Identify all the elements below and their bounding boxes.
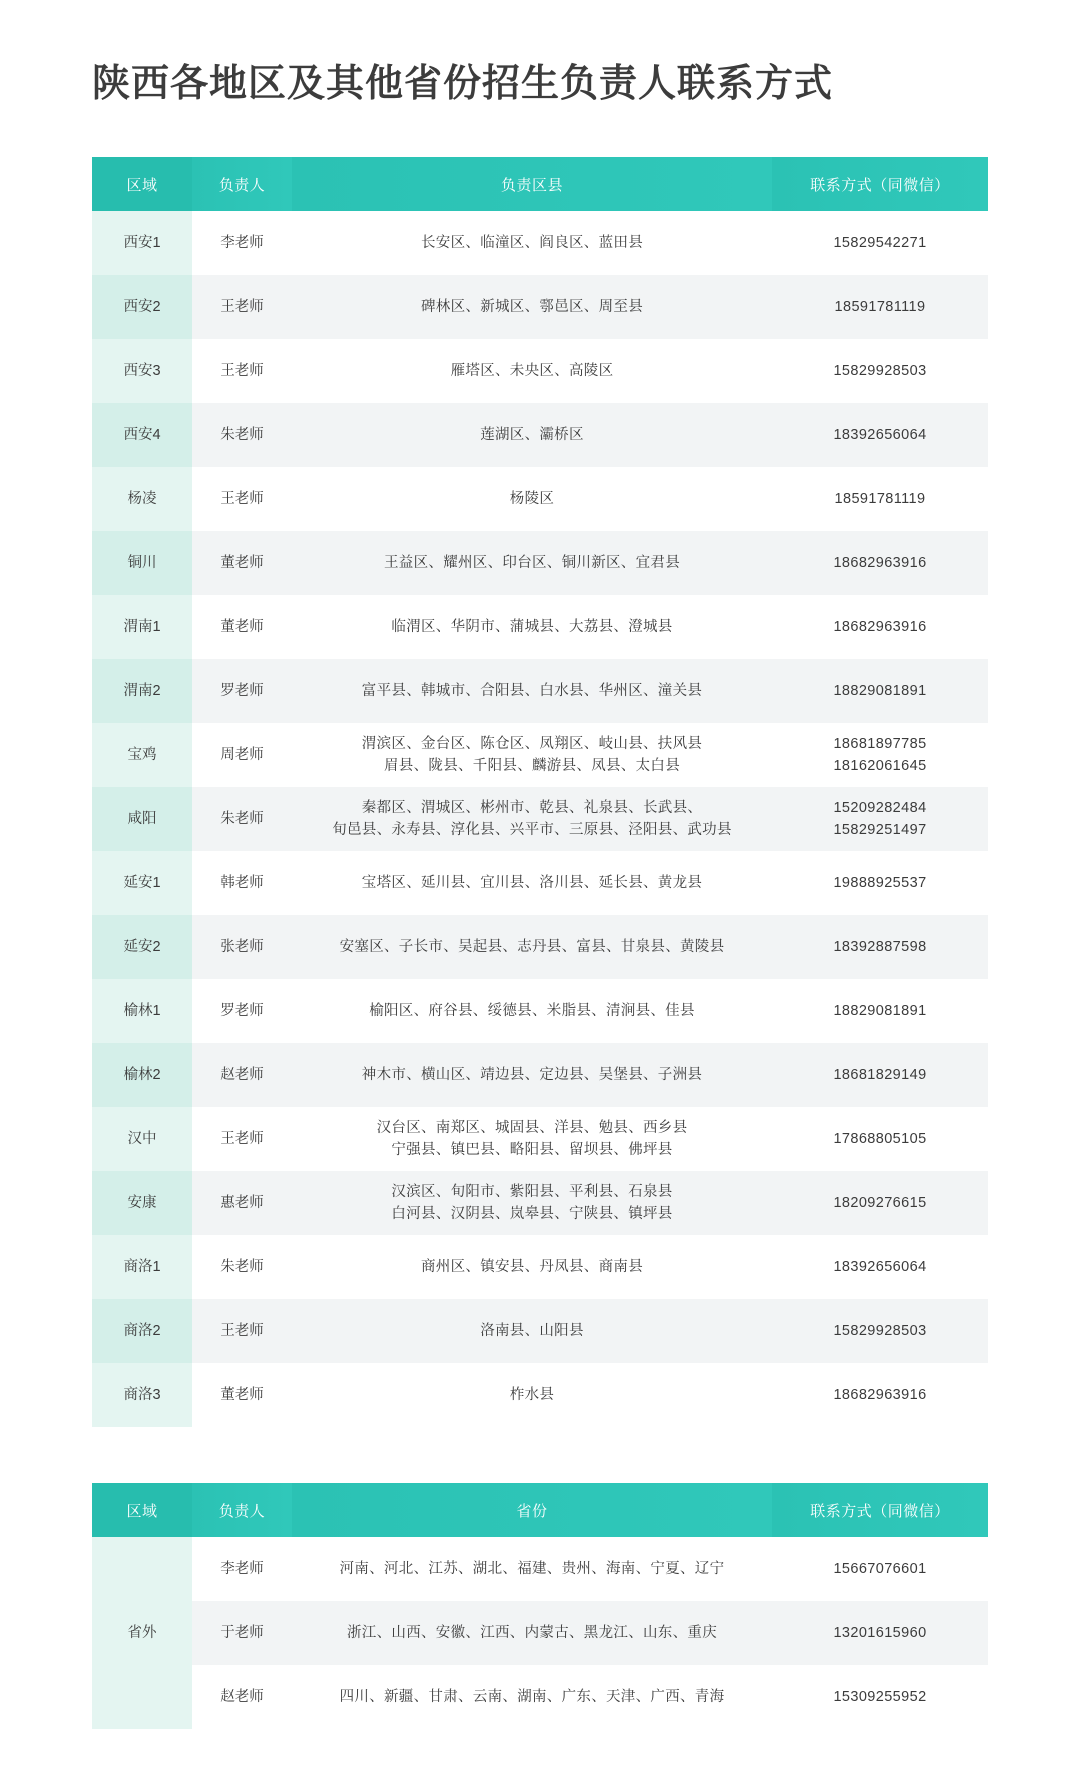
cell-region-line: 榆林2 [123, 1067, 161, 1084]
cell-region-line: 杨凌 [127, 491, 157, 508]
cell-phone [772, 467, 988, 531]
cell-phone [772, 787, 988, 851]
cell-person [192, 275, 292, 339]
cell-region-line: 商洛2 [123, 1323, 161, 1340]
table-row [92, 915, 988, 979]
cell-phone-line: 18829081891 [833, 1003, 927, 1020]
recruitment-contacts-table [92, 157, 988, 1427]
cell-phone-line: 18591781119 [834, 491, 926, 508]
cell-phone-line: 15667076601 [833, 1561, 927, 1578]
cell-area [292, 723, 772, 787]
cell-person [192, 659, 292, 723]
cell-phone-line: 18392887598 [833, 939, 927, 956]
table-row [92, 211, 988, 275]
cell-region [92, 339, 192, 403]
cell-person-line: 王老师 [220, 1131, 264, 1148]
cell-region [92, 1107, 192, 1171]
cell-person-line: 李老师 [220, 235, 264, 252]
table-row [92, 595, 988, 659]
cell-phone [772, 1171, 988, 1235]
cell-area [292, 595, 772, 659]
out-of-province-contacts-table [92, 1483, 988, 1729]
cell-area-line: 商州区、镇安县、丹凤县、商南县 [421, 1259, 643, 1276]
cell-area [292, 1107, 772, 1171]
cell-phone-line: 15829928503 [833, 1323, 927, 1340]
cell-region-line: 咸阳 [127, 811, 157, 828]
cell-area [292, 659, 772, 723]
table-row [92, 1665, 988, 1729]
cell-person [192, 1235, 292, 1299]
cell-phone-line: 15829928503 [833, 363, 927, 380]
cell-area-line: 杨陵区 [509, 491, 555, 508]
cell-region [92, 1235, 192, 1299]
cell-area [292, 1043, 772, 1107]
cell-area-line: 富平县、韩城市、合阳县、白水县、华州区、潼关县 [361, 683, 703, 700]
cell-person-line: 董老师 [220, 619, 264, 636]
cell-area-line: 宝塔区、延川县、宜川县、洛川县、延长县、黄龙县 [361, 875, 703, 892]
cell-region-line: 铜川 [127, 555, 157, 572]
table-row [92, 1537, 988, 1601]
table-row [92, 659, 988, 723]
table-row [92, 1171, 988, 1235]
cell-area [292, 275, 772, 339]
cell-person [192, 1537, 292, 1601]
cell-area [292, 339, 772, 403]
table-row [92, 1299, 988, 1363]
table-row [92, 1601, 988, 1665]
cell-region [92, 1299, 192, 1363]
cell-region [92, 595, 192, 659]
cell-area-line: 王益区、耀州区、印台区、铜川新区、宜君县 [384, 555, 680, 572]
cell-phone-line: 19888925537 [833, 875, 927, 892]
table-body [92, 1537, 988, 1729]
cell-region-line: 商洛1 [123, 1259, 161, 1276]
cell-region [92, 211, 192, 275]
cell-area-line: 旬邑县、永寿县、淳化县、兴平市、三原县、泾阳县、武功县 [332, 822, 732, 839]
header-area: 负责区县 [292, 157, 772, 211]
cell-person-line: 张老师 [220, 939, 264, 956]
header-phone: 联系方式（同微信） [772, 1483, 988, 1537]
table-row [92, 1235, 988, 1299]
cell-person [192, 1601, 292, 1665]
cell-region-line: 省外 [127, 1625, 157, 1642]
cell-area-line: 莲湖区、灞桥区 [480, 427, 584, 444]
cell-region-line: 西安3 [123, 363, 161, 380]
cell-area-line: 白河县、汉阴县、岚皋县、宁陕县、镇坪县 [391, 1206, 673, 1223]
cell-person [192, 403, 292, 467]
cell-phone [772, 275, 988, 339]
cell-region [92, 275, 192, 339]
cell-region-line: 西安1 [123, 235, 161, 252]
cell-region [92, 1537, 192, 1729]
cell-phone [772, 979, 988, 1043]
cell-person-line: 王老师 [220, 1323, 264, 1340]
cell-area-line: 眉县、陇县、千阳县、麟游县、凤县、太白县 [384, 758, 680, 775]
cell-region-line: 渭南2 [123, 683, 161, 700]
table-row [92, 467, 988, 531]
cell-phone [772, 1537, 988, 1601]
cell-person-line: 罗老师 [220, 1003, 264, 1020]
cell-phone [772, 1363, 988, 1427]
cell-person [192, 595, 292, 659]
cell-person-line: 于老师 [220, 1625, 264, 1642]
cell-area-line: 安塞区、子长市、吴起县、志丹县、富县、甘泉县、黄陵县 [339, 939, 725, 956]
cell-area [292, 787, 772, 851]
table-header [92, 157, 988, 211]
cell-person [192, 1665, 292, 1729]
cell-area-line: 浙江、山西、安徽、江西、内蒙古、黑龙江、山东、重庆 [347, 1625, 717, 1642]
cell-area-line: 洛南县、山阳县 [480, 1323, 584, 1340]
cell-phone [772, 915, 988, 979]
cell-person [192, 1363, 292, 1427]
cell-area [292, 1363, 772, 1427]
cell-person-line: 朱老师 [220, 1259, 264, 1276]
cell-area [292, 1537, 772, 1601]
cell-phone-line: 17868805105 [833, 1131, 927, 1148]
cell-phone-line: 15209282484 [833, 799, 927, 816]
cell-area [292, 915, 772, 979]
cell-phone-line: 18162061645 [833, 758, 927, 775]
header-person: 负责人 [192, 1483, 292, 1537]
cell-person [192, 1107, 292, 1171]
table-row [92, 787, 988, 851]
cell-phone [772, 851, 988, 915]
cell-region [92, 531, 192, 595]
cell-person-line: 赵老师 [220, 1067, 264, 1084]
table-header-row [92, 1483, 988, 1537]
cell-area-line: 榆阳区、府谷县、绥德县、米脂县、清涧县、佳县 [369, 1003, 695, 1020]
cell-region [92, 723, 192, 787]
header-region: 区域 [92, 1483, 192, 1537]
cell-phone-line: 18392656064 [833, 427, 927, 444]
cell-region [92, 979, 192, 1043]
cell-region [92, 851, 192, 915]
cell-phone-line: 15309255952 [833, 1689, 927, 1706]
cell-phone [772, 1107, 988, 1171]
cell-person [192, 339, 292, 403]
cell-person [192, 467, 292, 531]
cell-person-line: 惠老师 [220, 1195, 264, 1212]
cell-phone [772, 211, 988, 275]
table-row [92, 275, 988, 339]
cell-area-line: 渭滨区、金台区、陈仓区、凤翔区、岐山县、扶风县 [361, 735, 703, 752]
cell-phone-line: 15829542271 [833, 235, 927, 252]
cell-area-line: 柞水县 [509, 1387, 555, 1404]
table-row [92, 403, 988, 467]
table-row [92, 851, 988, 915]
cell-person-line: 韩老师 [220, 875, 264, 892]
cell-person [192, 915, 292, 979]
table-row [92, 531, 988, 595]
cell-area [292, 851, 772, 915]
cell-phone [772, 659, 988, 723]
cell-phone-line: 18681897785 [833, 735, 927, 752]
cell-phone [772, 403, 988, 467]
header-area: 省份 [292, 1483, 772, 1537]
header-person: 负责人 [192, 157, 292, 211]
cell-phone [772, 339, 988, 403]
cell-person-line: 王老师 [220, 363, 264, 380]
cell-phone [772, 531, 988, 595]
cell-person-line: 罗老师 [220, 683, 264, 700]
table-row [92, 1107, 988, 1171]
cell-region-line: 西安2 [123, 299, 161, 316]
cell-area-line: 雁塔区、未央区、高陵区 [450, 363, 614, 380]
cell-phone [772, 1235, 988, 1299]
cell-phone [772, 1665, 988, 1729]
cell-region-line: 安康 [127, 1195, 157, 1212]
cell-phone-line: 18392656064 [833, 1259, 927, 1276]
cell-phone-line: 18681829149 [833, 1067, 927, 1084]
cell-region [92, 1171, 192, 1235]
cell-phone-line: 18682963916 [833, 555, 927, 572]
cell-region [92, 403, 192, 467]
cell-phone-line: 15829251497 [833, 822, 927, 839]
cell-area-line: 长安区、临潼区、阎良区、蓝田县 [421, 235, 643, 252]
cell-phone [772, 595, 988, 659]
page-title: 陕西各地区及其他省份招生负责人联系方式 [92, 63, 834, 105]
cell-phone-line: 18682963916 [833, 1387, 927, 1404]
cell-area-line: 碑林区、新城区、鄠邑区、周至县 [421, 299, 643, 316]
cell-phone-line: 18591781119 [834, 299, 926, 316]
cell-person-line: 朱老师 [220, 811, 264, 828]
cell-person-line: 赵老师 [220, 1689, 264, 1706]
cell-area-line: 临渭区、华阴市、蒲城县、大荔县、澄城县 [391, 619, 673, 636]
cell-area [292, 211, 772, 275]
cell-person [192, 723, 292, 787]
cell-person [192, 531, 292, 595]
cell-phone [772, 1043, 988, 1107]
cell-area [292, 979, 772, 1043]
cell-area [292, 531, 772, 595]
table-row [92, 1363, 988, 1427]
cell-phone [772, 1601, 988, 1665]
cell-person-line: 王老师 [220, 299, 264, 316]
cell-person-line: 朱老师 [220, 427, 264, 444]
cell-person-line: 王老师 [220, 491, 264, 508]
cell-area [292, 1235, 772, 1299]
cell-region-line: 商洛3 [123, 1387, 161, 1404]
cell-person [192, 979, 292, 1043]
table-header [92, 1483, 988, 1537]
table-row [92, 1043, 988, 1107]
cell-region-line: 西安4 [123, 427, 161, 444]
cell-phone-line: 18209276615 [833, 1195, 927, 1212]
cell-region [92, 467, 192, 531]
cell-person-line: 李老师 [220, 1561, 264, 1578]
cell-person [192, 1299, 292, 1363]
cell-region-line: 宝鸡 [127, 747, 157, 764]
cell-region-line: 延安2 [123, 939, 161, 956]
table-header-row [92, 157, 988, 211]
table-row [92, 339, 988, 403]
cell-area-line: 宁强县、镇巴县、略阳县、留坝县、佛坪县 [391, 1142, 673, 1159]
cell-person-line: 董老师 [220, 1387, 264, 1404]
cell-phone [772, 723, 988, 787]
cell-area-line: 四川、新疆、甘肃、云南、湖南、广东、天津、广西、青海 [339, 1689, 725, 1706]
cell-region-line: 汉中 [127, 1131, 157, 1148]
cell-person [192, 851, 292, 915]
cell-person [192, 787, 292, 851]
table-row [92, 979, 988, 1043]
cell-area-line: 汉滨区、旬阳市、紫阳县、平利县、石泉县 [391, 1183, 673, 1200]
cell-area [292, 1665, 772, 1729]
cell-area [292, 403, 772, 467]
cell-person-line: 董老师 [220, 555, 264, 572]
cell-area-line: 神木市、横山区、靖边县、定边县、吴堡县、子洲县 [361, 1067, 703, 1084]
cell-region [92, 915, 192, 979]
cell-person [192, 211, 292, 275]
cell-region-line: 渭南1 [123, 619, 161, 636]
header-phone: 联系方式（同微信） [772, 157, 988, 211]
cell-area [292, 467, 772, 531]
cell-area-line: 河南、河北、江苏、湖北、福建、贵州、海南、宁夏、辽宁 [339, 1561, 725, 1578]
cell-person [192, 1171, 292, 1235]
cell-region-line: 延安1 [123, 875, 161, 892]
cell-phone-line: 18829081891 [833, 683, 927, 700]
cell-region [92, 1363, 192, 1427]
header-region: 区域 [92, 157, 192, 211]
cell-region-line: 榆林1 [123, 1003, 161, 1020]
cell-phone-line: 18682963916 [833, 619, 927, 636]
cell-region [92, 787, 192, 851]
cell-phone-line: 13201615960 [833, 1625, 927, 1642]
cell-region [92, 1043, 192, 1107]
cell-person [192, 1043, 292, 1107]
cell-person-line: 周老师 [220, 747, 264, 764]
cell-area [292, 1299, 772, 1363]
cell-phone [772, 1299, 988, 1363]
table-body [92, 211, 988, 1427]
cell-area-line: 汉台区、南郑区、城固县、洋县、勉县、西乡县 [376, 1119, 688, 1136]
cell-region [92, 659, 192, 723]
table-row [92, 723, 988, 787]
cell-area [292, 1601, 772, 1665]
cell-area [292, 1171, 772, 1235]
cell-area-line: 秦都区、渭城区、彬州市、乾县、礼泉县、长武县、 [361, 799, 703, 816]
